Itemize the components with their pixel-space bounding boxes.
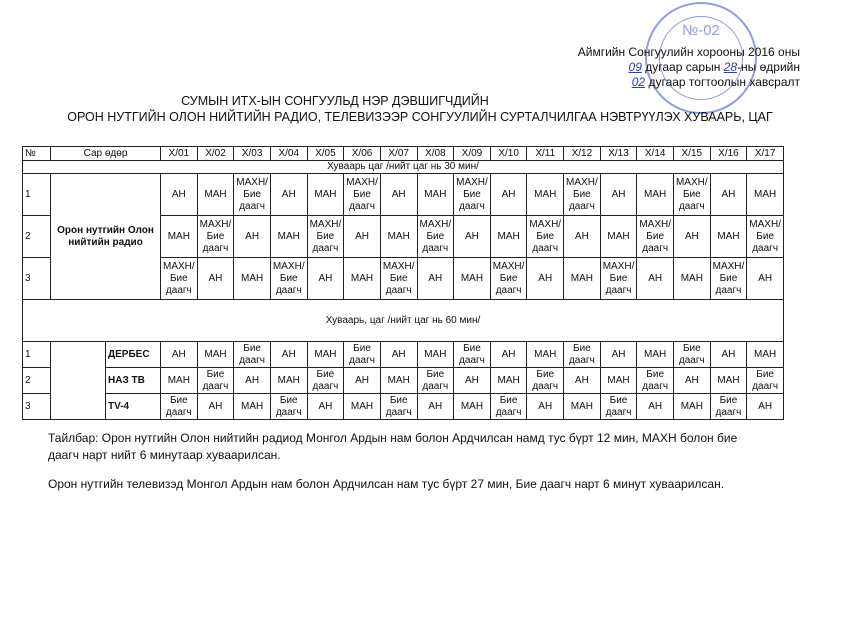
schedule-cell: МАН: [161, 216, 198, 258]
schedule-cell: МАН: [600, 368, 637, 394]
schedule-cell: АН: [673, 368, 710, 394]
schedule-cell: МАХН/ Бие даагч: [161, 258, 198, 300]
schedule-cell: МАН: [747, 342, 784, 368]
radio-section-label: Хуваарь цаг /нийт цаг нь 30 мин/: [23, 161, 784, 174]
schedule-cell: Бие даагч: [747, 368, 784, 394]
schedule-cell: МАН: [747, 174, 784, 216]
schedule-cell: Бие даагч: [417, 368, 454, 394]
schedule-cell: АН: [710, 342, 747, 368]
schedule-cell: АН: [490, 342, 527, 368]
header-day: X/17: [747, 147, 784, 161]
schedule-cell: Бие даагч: [527, 368, 564, 394]
day-number: 28: [723, 60, 738, 74]
table-row: [23, 174, 784, 216]
schedule-cell: МАН: [417, 174, 454, 216]
schedule-cell: МАХН/ Бие даагч: [380, 258, 417, 300]
schedule-cell: Бие даагч: [710, 394, 747, 420]
header-text: -ны өдрийн: [737, 60, 800, 74]
header-day: X/10: [490, 147, 527, 161]
stamp-number: №-02: [682, 22, 720, 39]
header-line-1: Аймгийн Сонгуулийн хорооны 2016 оны: [577, 45, 800, 59]
title-line-1: СУМЫН ИТХ-ЫН СОНГУУЛЬД НЭР ДЭВШИГЧДИЙН: [181, 94, 489, 108]
schedule-cell: АН: [197, 258, 234, 300]
header-day: X/12: [564, 147, 601, 161]
schedule-cell: АН: [344, 368, 381, 394]
schedule-cell: АН: [380, 174, 417, 216]
schedule-cell: Бие даагч: [673, 342, 710, 368]
schedule-cell: АН: [600, 342, 637, 368]
table-row: [23, 394, 784, 420]
schedule-cell: МАХН/ Бие даагч: [307, 216, 344, 258]
schedule-cell: МАХН/ Бие даагч: [600, 258, 637, 300]
row-number: 3: [23, 258, 51, 300]
schedule-cell: АН: [564, 368, 601, 394]
header-day: X/13: [600, 147, 637, 161]
schedule-cell: МАН: [307, 342, 344, 368]
schedule-cell: АН: [490, 174, 527, 216]
schedule-cell: АН: [380, 342, 417, 368]
header-day: X/11: [527, 147, 564, 161]
schedule-cell: АН: [673, 216, 710, 258]
row-number: 1: [23, 174, 51, 216]
schedule-cell: АН: [234, 216, 271, 258]
header-day: X/14: [637, 147, 674, 161]
schedule-cell: МАН: [490, 368, 527, 394]
schedule-cell: АН: [527, 258, 564, 300]
tv-channel-name: ДЕРБЕС: [106, 342, 161, 368]
schedule-cell: МАХН/ Бие даагч: [270, 258, 307, 300]
table-row: [23, 368, 784, 394]
schedule-cell: МАН: [710, 216, 747, 258]
schedule-cell: АН: [527, 394, 564, 420]
schedule-cell: АН: [417, 394, 454, 420]
header-day: X/02: [197, 147, 234, 161]
schedule-cell: МАН: [197, 342, 234, 368]
radio-station-name: Орон нутгийн Олон нийтийн радио: [51, 174, 161, 300]
row-number: 2: [23, 368, 51, 394]
schedule-cell: АН: [270, 342, 307, 368]
schedule-cell: МАН: [234, 258, 271, 300]
schedule-cell: МАХН/ Бие даагч: [197, 216, 234, 258]
schedule-cell: МАН: [527, 174, 564, 216]
header-date: Сар өдөр: [51, 147, 161, 161]
schedule-cell: МАН: [344, 394, 381, 420]
schedule-cell: АН: [417, 258, 454, 300]
schedule-cell: МАН: [527, 342, 564, 368]
schedule-cell: МАХН/ Бие даагч: [344, 174, 381, 216]
schedule-cell: АН: [161, 342, 198, 368]
row-number: 1: [23, 342, 51, 368]
schedule-cell: МАН: [270, 216, 307, 258]
schedule-cell: МАХН/ Бие даагч: [673, 174, 710, 216]
schedule-cell: МАХН/ Бие даагч: [454, 174, 491, 216]
schedule-cell: Бие даагч: [197, 368, 234, 394]
schedule-cell: МАХН/ Бие даагч: [234, 174, 271, 216]
header-day: X/04: [270, 147, 307, 161]
schedule-cell: АН: [637, 258, 674, 300]
header-text: дугаар тогтоолын хавсралт: [648, 75, 800, 89]
schedule-cell: АН: [710, 174, 747, 216]
schedule-cell: АН: [747, 258, 784, 300]
schedule-cell: АН: [454, 216, 491, 258]
header-line-2: [629, 60, 800, 74]
schedule-cell: МАН: [637, 342, 674, 368]
header-day: X/01: [161, 147, 198, 161]
schedule-cell: МАН: [454, 258, 491, 300]
schedule-cell: МАН: [270, 368, 307, 394]
schedule-cell: Бие даагч: [380, 394, 417, 420]
schedule-cell: МАН: [197, 174, 234, 216]
schedule-cell: МАН: [161, 368, 198, 394]
header-day: X/08: [417, 147, 454, 161]
schedule-cell: МАХН/ Бие даагч: [747, 216, 784, 258]
schedule-cell: АН: [307, 258, 344, 300]
header-day: X/07: [380, 147, 417, 161]
schedule-cell: Бие даагч: [600, 394, 637, 420]
schedule-cell: МАХН/ Бие даагч: [710, 258, 747, 300]
table-row: [23, 161, 784, 174]
schedule-cell: МАХН/ Бие даагч: [637, 216, 674, 258]
schedule-cell: МАХН/ Бие даагч: [527, 216, 564, 258]
header-text: дугаар сарын: [645, 60, 721, 74]
schedule-cell: МАН: [380, 216, 417, 258]
schedule-cell: МАН: [564, 394, 601, 420]
schedule-cell: МАН: [490, 216, 527, 258]
schedule-cell: Бие даагч: [234, 342, 271, 368]
note-tv: Орон нутгийн телевизэд Монгол Ардын нам болон Ардчилсан нам тус бүрт 27 мин, Бие даагч нарт 6 минут хуваарилсан.: [48, 477, 725, 491]
schedule-cell: МАН: [564, 258, 601, 300]
schedule-cell: Бие даагч: [270, 394, 307, 420]
schedule-cell: МАХН/ Бие даагч: [490, 258, 527, 300]
schedule-cell: МАХН/ Бие даагч: [564, 174, 601, 216]
header-day: X/05: [307, 147, 344, 161]
schedule-cell: АН: [344, 216, 381, 258]
schedule-cell: АН: [564, 216, 601, 258]
schedule-cell: МАН: [673, 394, 710, 420]
schedule-table: [22, 146, 784, 420]
tv-channel-name: НАЗ ТВ: [106, 368, 161, 394]
schedule-cell: Бие даагч: [637, 368, 674, 394]
schedule-cell: Бие даагч: [307, 368, 344, 394]
resolution-number: 02: [631, 75, 646, 89]
schedule-cell: МАН: [600, 216, 637, 258]
schedule-cell: АН: [600, 174, 637, 216]
schedule-cell: МАН: [710, 368, 747, 394]
header-line-3: [632, 75, 800, 89]
schedule-cell: Бие даагч: [490, 394, 527, 420]
tv-section-label: Хуваарь, цаг /нийт цаг нь 60 мин/: [23, 300, 784, 342]
header-day: X/16: [710, 147, 747, 161]
header-day: X/15: [673, 147, 710, 161]
table-row: [23, 300, 784, 342]
row-number: 3: [23, 394, 51, 420]
schedule-cell: МАН: [454, 394, 491, 420]
note-radio: Тайлбар: Орон нутгийн Олон нийтийн радиод Монгол Ардын нам болон Ардчилсан намд тус бүрт 12 мин, МАХН болон бие даагч нарт нийт 6 минутаар хуваарилсан.: [48, 431, 738, 462]
schedule-cell: МАН: [307, 174, 344, 216]
row-number: 2: [23, 216, 51, 258]
month-number: 09: [628, 60, 642, 74]
schedule-cell: АН: [454, 368, 491, 394]
schedule-cell: Бие даагч: [454, 342, 491, 368]
schedule-cell: МАН: [637, 174, 674, 216]
table-row: [23, 147, 784, 161]
schedule-cell: Бие даагч: [344, 342, 381, 368]
tv-group-cell: [51, 342, 106, 420]
header-day: X/03: [234, 147, 271, 161]
schedule-cell: МАН: [234, 394, 271, 420]
schedule-cell: МАН: [344, 258, 381, 300]
schedule-cell: Бие даагч: [564, 342, 601, 368]
schedule-cell: МАН: [673, 258, 710, 300]
tv-channel-name: TV-4: [106, 394, 161, 420]
title-line-2: ОРОН НУТГИЙН ОЛОН НИЙТИЙН РАДИО, ТЕЛЕВИЗЭЭР СОНГУУЛИЙН СУРТАЛЧИЛГАА НЭВТРҮҮЛЭХ ХУВААРЬ, ЦАГ: [67, 110, 773, 124]
schedule-cell: АН: [197, 394, 234, 420]
schedule-cell: АН: [637, 394, 674, 420]
schedule-cell: МАХН/ Бие даагч: [417, 216, 454, 258]
schedule-cell: МАН: [417, 342, 454, 368]
header-no: №: [23, 147, 51, 161]
schedule-cell: АН: [234, 368, 271, 394]
schedule-cell: АН: [270, 174, 307, 216]
schedule-cell: Бие даагч: [161, 394, 198, 420]
schedule-cell: АН: [161, 174, 198, 216]
schedule-cell: АН: [307, 394, 344, 420]
header-day: X/06: [344, 147, 381, 161]
header-day: X/09: [454, 147, 491, 161]
schedule-cell: МАН: [380, 368, 417, 394]
table-row: [23, 342, 784, 368]
schedule-cell: АН: [747, 394, 784, 420]
